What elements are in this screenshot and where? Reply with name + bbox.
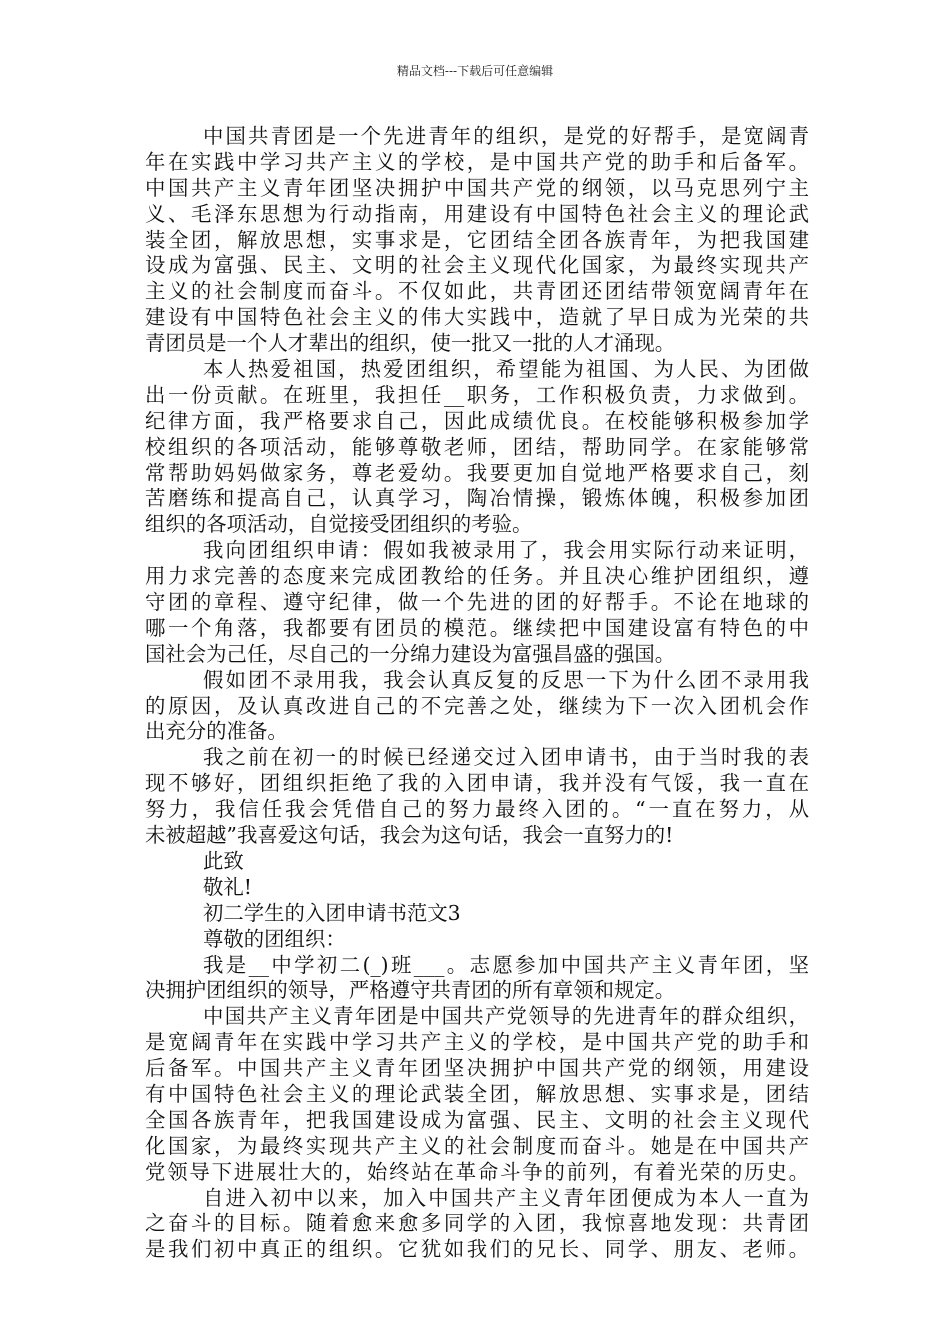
- text-line: 努力，我信任我会凭借自己的努力最终入团的。“一直在努力，从: [145, 797, 809, 822]
- text-line: 的原因，及认真改进自己的不完善之处，继续为下一次入团机会作: [145, 693, 809, 718]
- text-line: 此致: [203, 848, 244, 873]
- text-line: 哪一个角落，我都要有团员的模范。继续把中国建设富有特色的中: [145, 615, 809, 640]
- text-line: 假如团不录用我，我会认真反复的反思一下为什么团不录用我: [203, 667, 809, 692]
- document-body: [145, 124, 809, 1263]
- text-line: 我是__中学初二(_)班___。志愿参加中国共产主义青年团，坚: [203, 952, 809, 977]
- text-line: 苦磨练和提高自己，认真学习，陶冶情操，锻炼体魄，积极参加团: [145, 486, 809, 511]
- text-line: 本人热爱祖国，热爱团组织，希望能为祖国、为人民、为团做: [203, 357, 809, 382]
- text-line: 是宽阔青年在实践中学习共产主义的学校，是中国共产党的助手和: [145, 1030, 809, 1055]
- text-line: 初二学生的入团申请书范文3: [203, 900, 461, 925]
- text-line: 建设有中国特色社会主义的伟大实践中，造就了早日成为光荣的共: [145, 305, 809, 330]
- text-line: 后备军。中国共产主义青年团坚决拥护中国共产党的纲领，用建设: [145, 1056, 809, 1081]
- text-line: 敬礼!: [203, 874, 252, 899]
- text-line: 中国共青团是一个先进青年的组织，是党的好帮手，是宽阔青: [203, 124, 809, 148]
- text-line: 组织的各项活动，自觉接受团组织的考验。: [145, 512, 533, 537]
- text-line: 中国共产主义青年团是中国共产党领导的先进青年的群众组织，: [203, 1004, 809, 1029]
- text-line: 常帮助妈妈做家务，尊老爱幼。我要更加自觉地严格要求自己，刻: [145, 460, 809, 485]
- page-header: 精品文档---下载后可任意编辑: [396, 64, 554, 78]
- text-line: 党领导下进展壮大的，始终站在革命斗争的前列，有着光荣的历史。: [145, 1159, 809, 1184]
- text-line: 守团的章程、遵守纪律，做一个先进的团的好帮手。不论在地球的: [145, 590, 809, 615]
- text-line: 中国共产主义青年团坚决拥护中国共产党的纲领，以马克思列宁主: [145, 175, 809, 200]
- text-line: 是我们初中真正的组织。它犹如我们的兄长、同学、朋友、老师。: [145, 1237, 809, 1262]
- text-line: 主义的社会制度而奋斗。不仅如此，共青团还团结带领宽阔青年在: [145, 279, 809, 304]
- text-line: 纪律方面，我严格要求自己，因此成绩优良。在校能够积极参加学: [145, 408, 809, 433]
- text-line: 现不够好，团组织拒绝了我的入团申请，我并没有气馁，我一直在: [145, 771, 809, 796]
- text-line: 出一份贡献。在班里，我担任__职务，工作积极负责，力求做到。: [145, 382, 809, 407]
- text-line: 义、毛泽东思想为行动指南，用建设有中国特色社会主义的理论武: [145, 201, 809, 226]
- text-line: 尊敬的团组织：: [203, 926, 346, 951]
- text-line: 设成为富强、民主、文明的社会主义现代化国家，为最终实现共产: [145, 253, 809, 278]
- text-line: 国社会为己任，尽自己的一分绵力建设为富强昌盛的强国。: [145, 641, 676, 666]
- text-line: 装全团，解放思想，实事求是，它团结全团各族青年，为把我国建: [145, 227, 809, 252]
- text-line: 我之前在初一的时候已经递交过入团申请书，由于当时我的表: [203, 745, 809, 770]
- text-line: 有中国特色社会主义的理论武装全团，解放思想、实事求是，团结: [145, 1081, 809, 1106]
- text-line: 出充分的准备。: [145, 719, 288, 744]
- text-line: 全国各族青年，把我国建设成为富强、民主、文明的社会主义现代: [145, 1107, 809, 1132]
- text-line: 之奋斗的目标。随着愈来愈多同学的入团，我惊喜地发现：共青团: [145, 1211, 809, 1236]
- text-line: 青团员是一个人才辈出的组织，使一批又一批的人才涌现。: [145, 331, 676, 356]
- text-line: 决拥护团组织的领导，严格遵守共青团的所有章领和规定。: [145, 978, 676, 1003]
- text-line: 校组织的各项活动，能够尊敬老师，团结，帮助同学。在家能够常: [145, 434, 809, 459]
- text-line: 未被超越”我喜爱这句话，我会为这句话，我会一直努力的!: [145, 823, 674, 848]
- text-line: 用力求完善的态度来完成团教给的任务。并且决心维护团组织，遵: [145, 564, 809, 589]
- text-line: 年在实践中学习共产主义的学校，是中国共产党的助手和后备军。: [145, 149, 809, 174]
- text-line: 我向团组织申请：假如我被录用了，我会用实际行动来证明，: [203, 538, 809, 563]
- text-line: 自进入初中以来，加入中国共产主义青年团便成为本人一直为: [203, 1185, 809, 1210]
- text-line: 化国家，为最终实现共产主义的社会制度而奋斗。她是在中国共产: [145, 1133, 809, 1158]
